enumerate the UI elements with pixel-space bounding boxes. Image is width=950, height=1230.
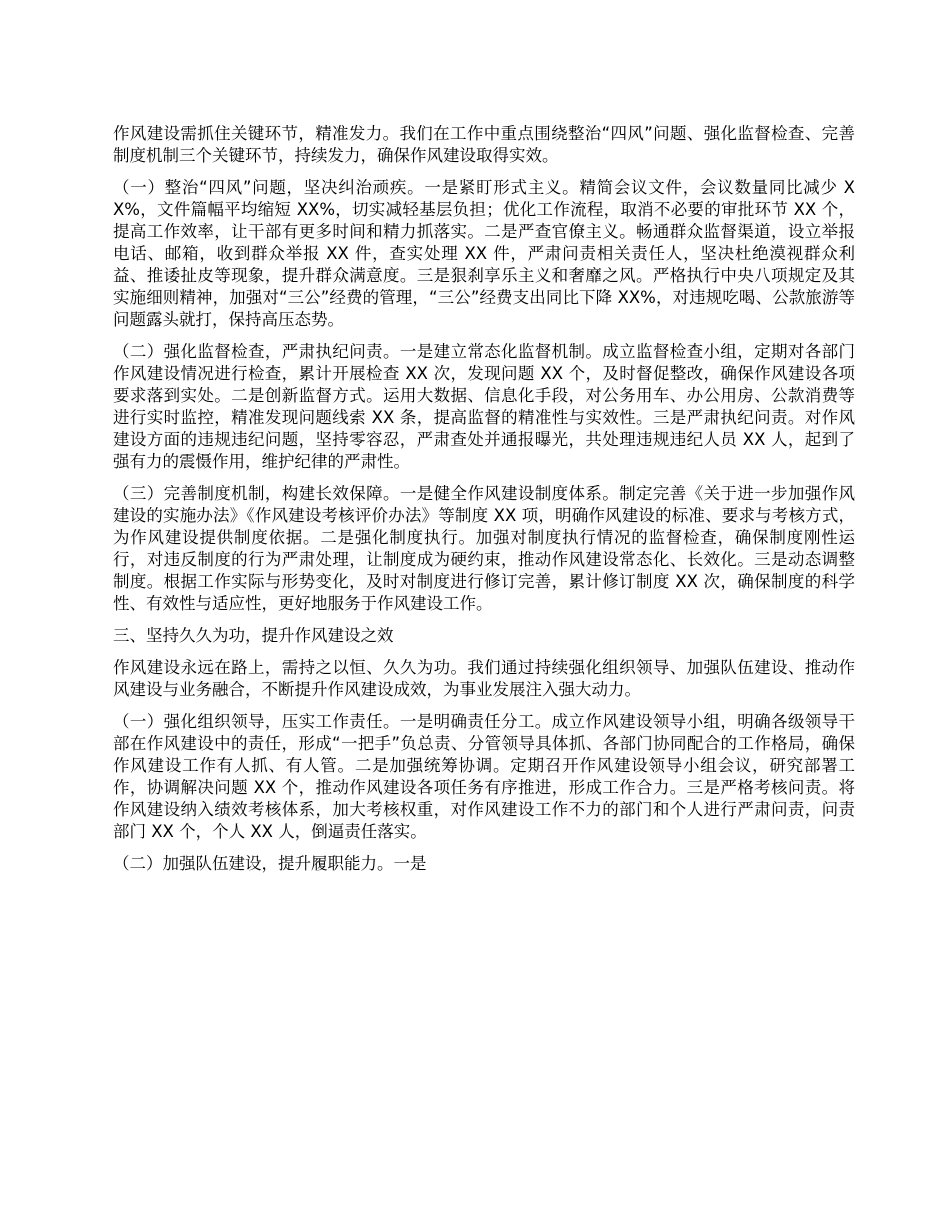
document-page	[113, 123, 855, 885]
paragraph-persistence-intro: 作风建设永远在路上，需持之以恒、久久为功。我们通过持续强化组织领导、加强队伍建设、推动作风建设与业务融合，不断提升作风建设成效，为事业发展注入强大动力。	[113, 658, 855, 699]
section-heading-persistence: 三、坚持久久为功，提升作风建设之效	[113, 626, 394, 645]
paragraph-four-winds: （一）整治“四风”问题，坚决纠治顽疾。一是紧盯形式主义。精简会议文件，会议数量同比减少 XX%，文件篇幅平均缩短 XX%，切实减轻基层负担；优化工作流程，取消不必要的审批环节 XX 个，提高工作效率，让干部有更多时间和精力抓落实。二是严查官僚主义。畅通群众监督渠道，设立举报电话、邮箱，收到群众举报 XX 件，查实处理 XX 件，严肃问责相关责任人，坚决杜绝漠视群众利益、推诿扯皮等现象，提升群众满意度。三是狠刹享乐主义和奢靡之风。严格执行中央八项规定及其实施细则精神，加强对“三公”经费的管理，“三公”经费支出同比下降 XX%，对违规吃喝、公款旅游等问题露头就打，保持高压态势。	[113, 178, 855, 329]
paragraph-team-building: （二）加强队伍建设，提升履职能力。一是	[113, 854, 427, 873]
paragraph-institutions: （三）完善制度机制，构建长效保障。一是健全作风建设制度体系。制定完善《关于进一步加强作风建设的实施办法》《作风建设考核评价办法》等制度 XX 项，明确作风建设的标准、要求与考核方式，为作风建设提供制度依据。二是强化制度执行。加强对制度执行情况的监督检查，确保制度刚性运行，对违反制度的行为严肃处理，让制度成为硬约束，推动作风建设常态化、长效化。三是动态调整制度。根据工作实际与形势变化，及时对制度进行修订完善，累计修订制度 XX 次，确保制度的科学性、有效性与适应性，更好地服务于作风建设工作。	[113, 484, 855, 613]
paragraph-key-links-intro: 作风建设需抓住关键环节，精准发力。我们在工作中重点围绕整治“四风”问题、强化监督检查、完善制度机制三个关键环节，持续发力，确保作风建设取得实效。	[113, 124, 855, 165]
paragraph-supervision: （二）强化监督检查，严肃执纪问责。一是建立常态化监督机制。成立监督检查小组，定期对各部门作风建设情况进行检查，累计开展检查 XX 次，发现问题 XX 个，及时督促整改，确保作风建设各项要求落到实处。二是创新监督方式。运用大数据、信息化手段，对公务用车、办公用房、公款消费等进行实时监控，精准发现问题线索 XX 条，提高监督的精准性与实效性。三是严肃执纪问责。对作风建设方面的违规违纪问题，坚持零容忍，严肃查处并通报曝光，共处理违规违纪人员 XX 人，起到了强有力的震慑作用，维护纪律的严肃性。	[113, 342, 855, 471]
paragraph-leadership: （一）强化组织领导，压实工作责任。一是明确责任分工。成立作风建设领导小组，明确各级领导干部在作风建设中的责任，形成“一把手”负总责、分管领导具体抓、各部门协同配合的工作格局，确保作风建设工作有人抓、有人管。二是加强统筹协调。定期召开作风建设领导小组会议，研究部署工作，协调解决问题 XX 个，推动作风建设各项任务有序推进，形成工作合力。三是严格考核问责。将作风建设纳入绩效考核体系，加大考核权重，对作风建设工作不力的部门和个人进行严肃问责，问责部门 XX 个，个人 XX 人，倒逼责任落实。	[113, 712, 855, 841]
